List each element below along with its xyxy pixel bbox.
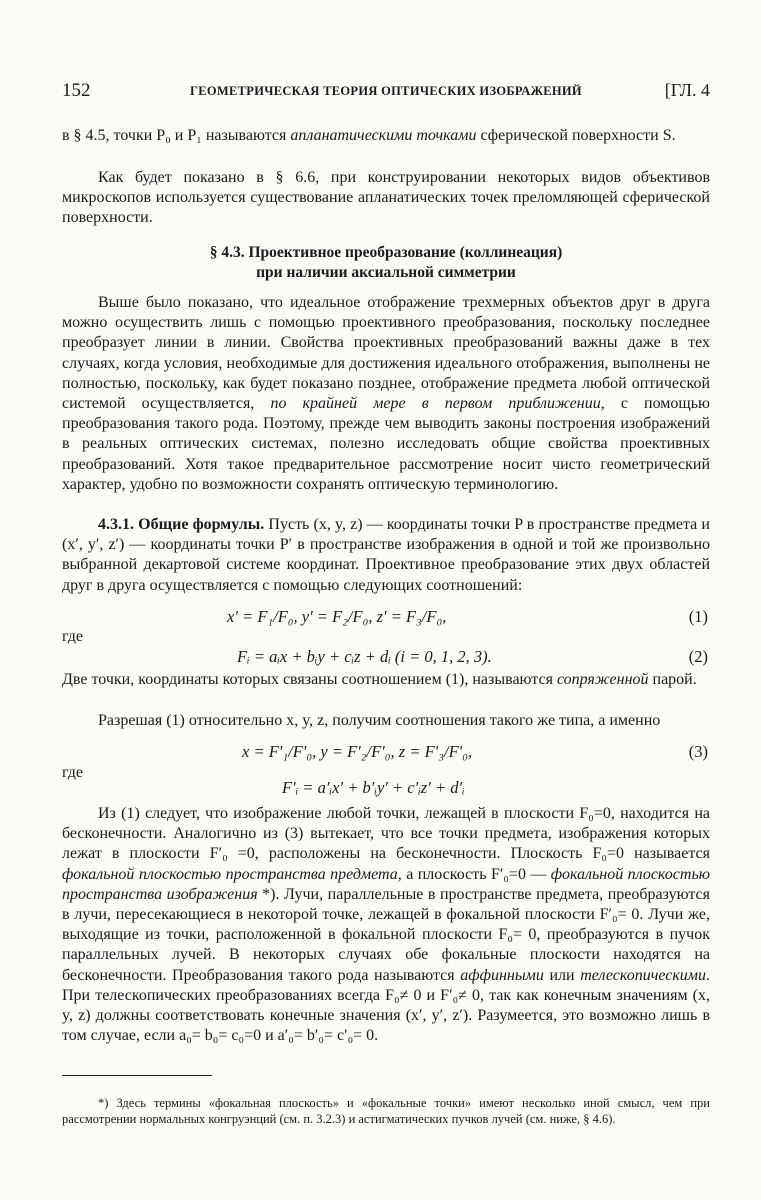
equation-3: x = F′₁/F′₀, y = F′₂/F′₀, z = F′₃/F′₀, (3) [242, 742, 708, 761]
paragraph-projective-intro: Выше было показано, что идеальное отображение трехмерных объектов друг в друга можно осуществить лишь с помощью проективного преобразования, поскольку последнее преобразует линии в линии. Свойства проективных преобразований важны даже в тех случаях, когда условия, необходимые для достижения идеального отображения, выполнены не полностью, поскольку, как будет показано позднее, отображение предмета любой оптической системой осуществляется, по крайней мере в первом приближении, с помощью преобразования такого рода. Поэтому, прежде чем выводить законы построения изображений в реальных оптических системах, полезно исследовать общие свойства проективных преобразований. Хотя такое предварительное рассмотрение носит чисто геометрический характер, удобно по возможности сохранять оптическую терминологию. [62, 294, 711, 493]
paragraph-microscope-objectives: Как будет показано в § 6.6, при конструировании некоторых видов объективов микроскопов используется существование апланатических точек преломляющей сферической поверхности. [62, 169, 710, 227]
paragraph-conjugate-pair: Две точки, координаты которых связаны соотношением (1), называются сопряженной парой. [62, 671, 697, 688]
paragraph-inverse: Разрешая (1) относительно x, y, z, получим соотношения такого же типа, а именно [98, 712, 661, 729]
section-heading: § 4.3. Проективное преобразование (коллинеация) при наличии аксиальной симметрии [209, 244, 563, 281]
footnote-rule [62, 1075, 212, 1076]
equation-2: Fᵢ = aᵢx + bᵢy + cᵢz + dᵢ (i = 0, 1, 2, 3). (2) [237, 647, 708, 666]
running-header [62, 80, 710, 104]
equation-number: (1) [688, 607, 708, 626]
paragraph-focal-planes: Из (1) следует, что изображение любой точки, лежащей в плоскости F₀=0, находится на бесконечности. Аналогично из (3) вытекает, что все точки предмета, изображения которых лежат в плоскости F′₀ =0, расположены на бесконечности. Плоскость F₀=0 называется фокальной плоскостью пространства предмета, а плоскость F′₀=0 — фокальной плоскостью пространства изображения *). Лучи, параллельные в пространстве предмета, преобразуются в лучи, пересекающиеся в некоторой точке, лежащей в фокальной плоскости F′₀= 0. Лучи же, выходящие из точки, расположенной в фокальной плоскости F₀= 0, преобразуются в пучок параллельных лучей. В некоторых случаях обе фокальные плоскости находятся на бесконечности. Преобразования такого рода называются аффинными или телескопическими. При телескопических преобразованиях всегда F₀≠ 0 и F′₀≠ 0, так как конечным значениям (x, y, z) должны соответствовать конечные значения (x′, y′, z′). Разумеется, это возможно лишь в том случае, если a₀= b₀= c₀=0 и a′₀= b′₀= c′₀= 0. [62, 805, 711, 1045]
equation-1: x′ = F₁/F₀, y′ = F₂/F₀, z′ = F₃/F₀, (1) [227, 607, 708, 626]
where-label: где [62, 764, 84, 781]
equation-4: F′ᵢ = a′ᵢx′ + b′ᵢy′ + c′ᵢz′ + d′ᵢ [282, 778, 465, 797]
running-title: ГЕОМЕТРИЧЕСКАЯ ТЕОРИЯ ОПТИЧЕСКИХ ИЗОБРАЖЕНИЙ [190, 84, 582, 98]
paragraph-general-formulas: 4.3.1. Общие формулы. Пусть (x, y, z) — координаты точки P в пространстве предмета и (x′, y′, z′) — координаты точки P′ в пространстве изображения в одной и той же произвольно выбранной декартовой системе координат. Проективное преобразование этих двух областей друг в друга осуществляется с помощью следующих соотношений: [62, 516, 710, 594]
footnote: *) Здесь термины «фокальная плоскость» и «фокальные точки» имеют несколько иной смысл, чем при рассмотрении нормальных конгруэнций (см. п. 3.2.3) и астигматических пучков лучей (см. ниже, § 4.6). [62, 1095, 710, 1126]
equation-number: (2) [688, 647, 708, 666]
page-number: 152 [62, 80, 91, 101]
equation-number: (3) [688, 742, 708, 761]
subsection-title: 4.3.1. Общие формулы. [98, 516, 265, 533]
where-label: где [62, 628, 84, 645]
chapter-label: [ГЛ. 4 [664, 80, 710, 100]
paragraph-aplanatic-points: в § 4.5, точки P₀ и P₁ называются апланатическими точками сферической поверхности S. [62, 127, 676, 144]
